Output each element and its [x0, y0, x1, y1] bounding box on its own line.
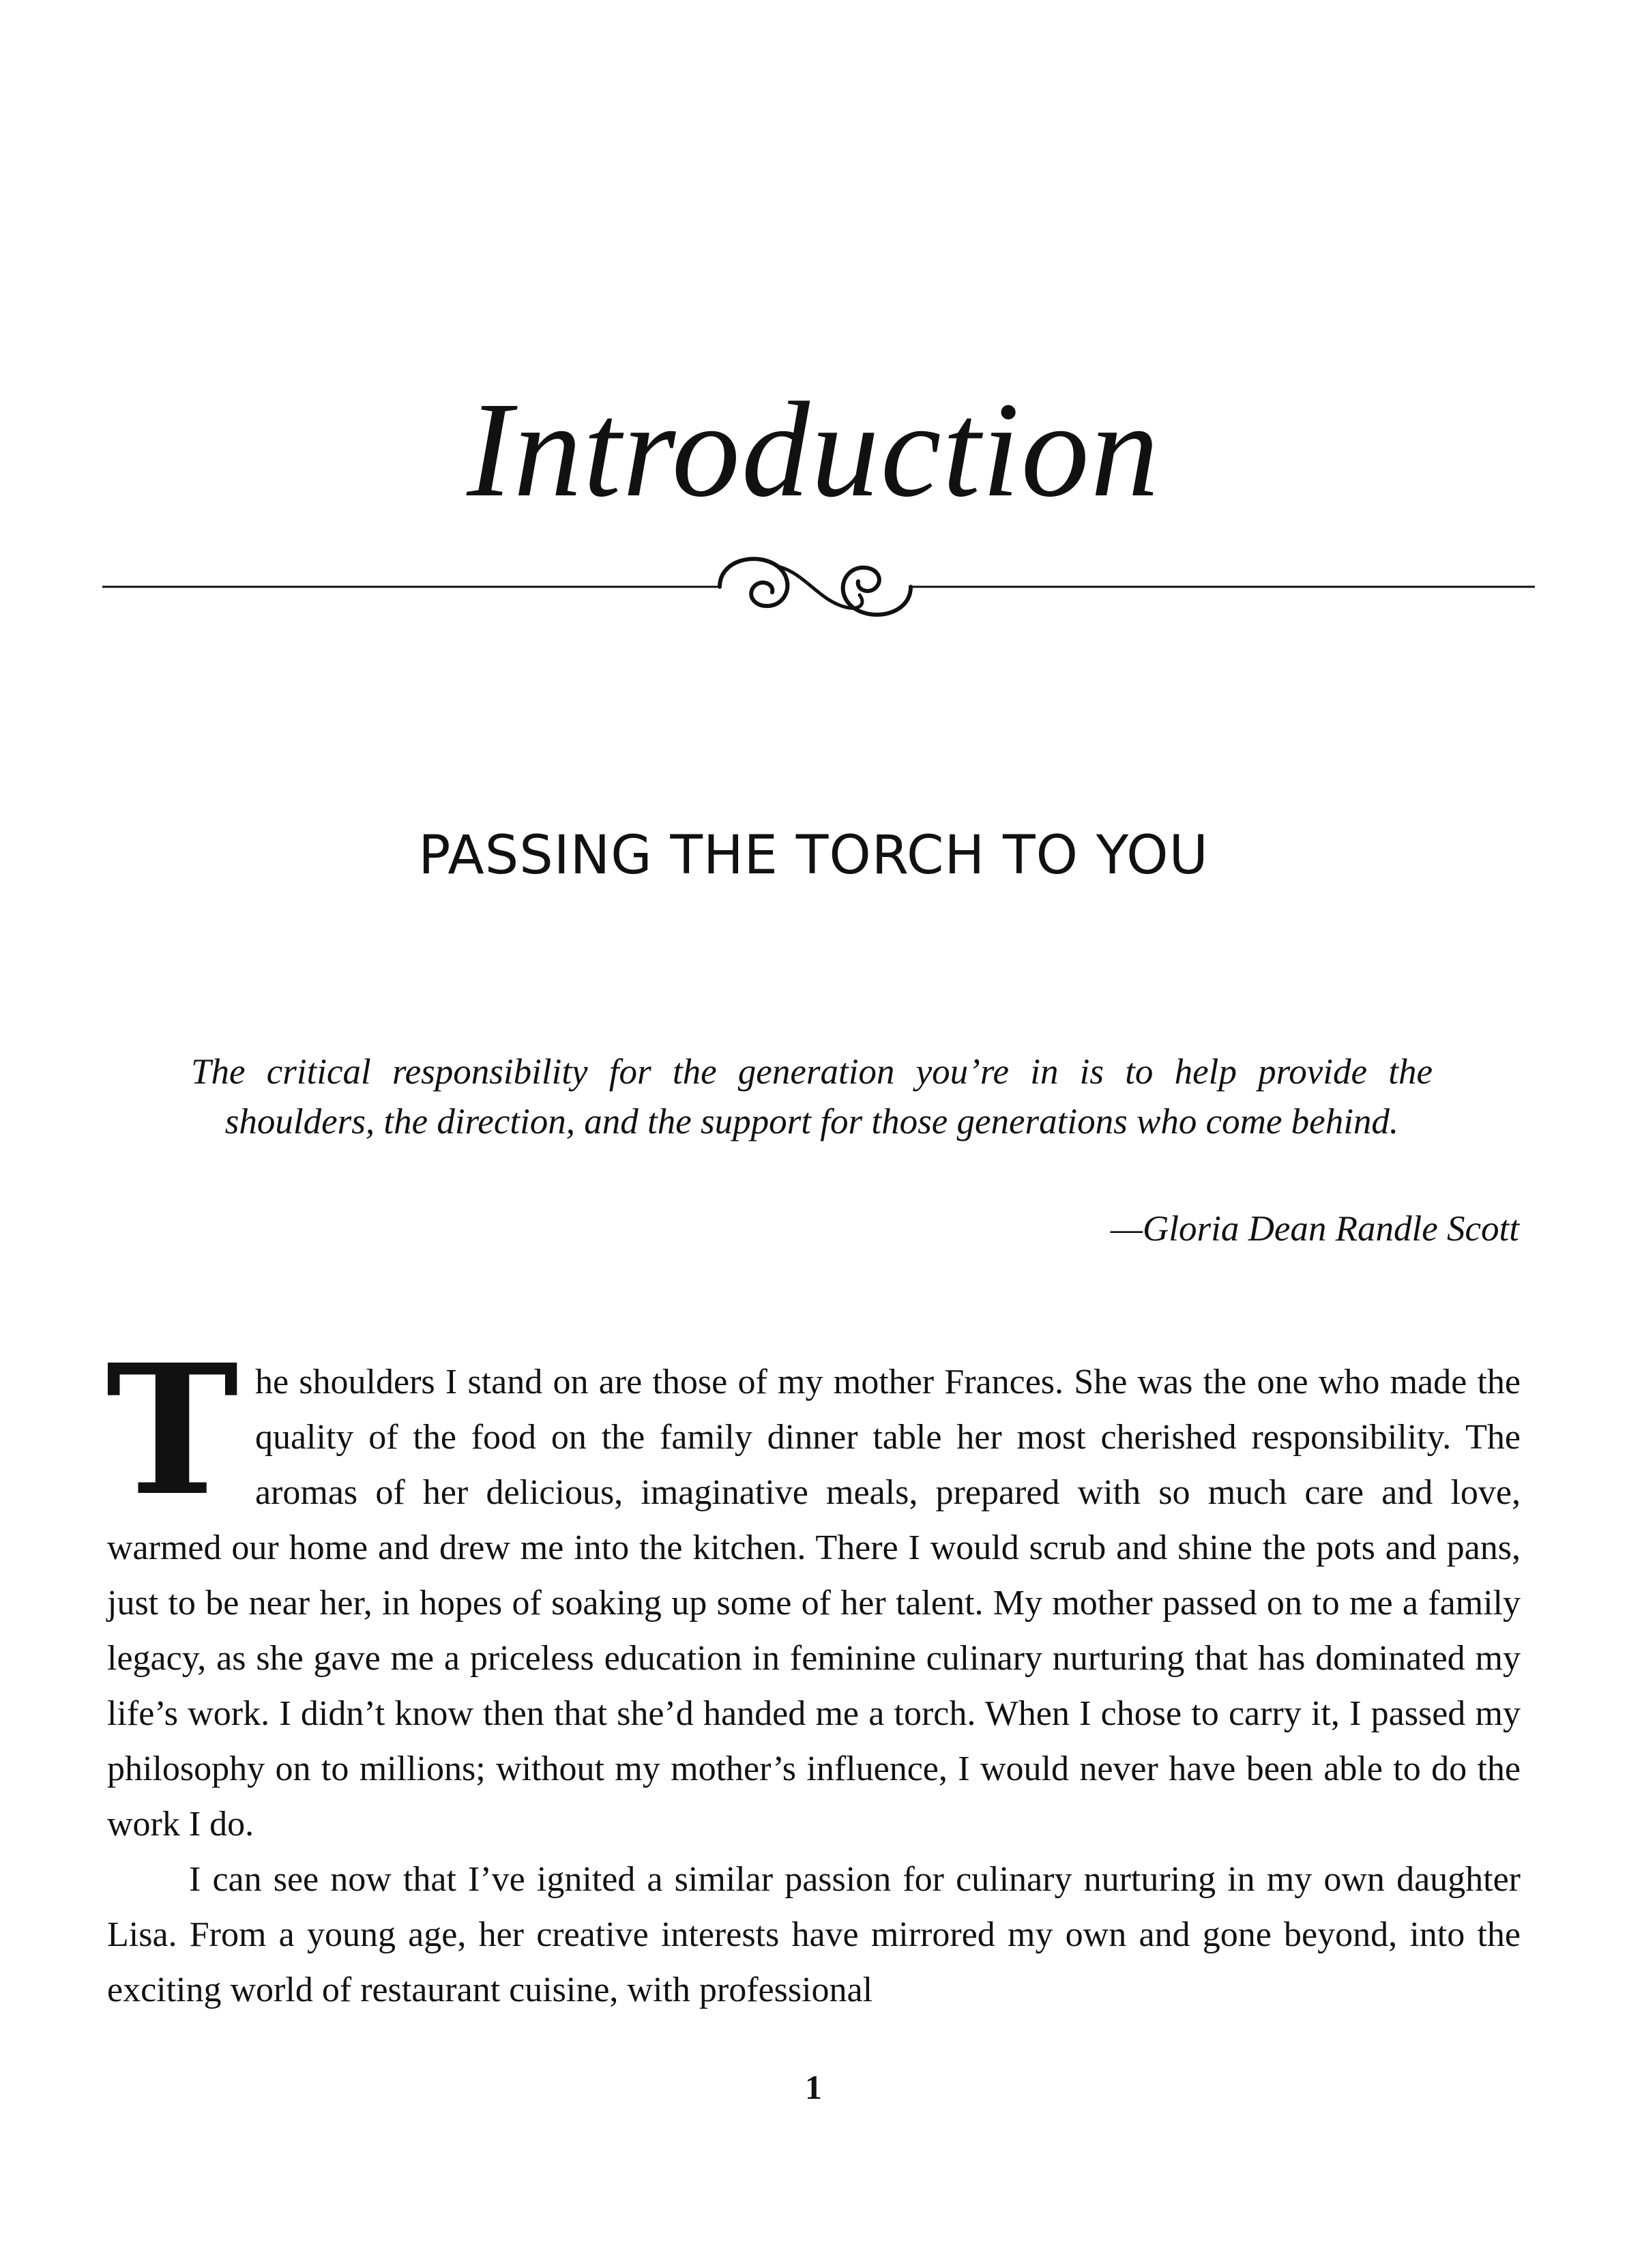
- section-title: PASSING THE TORCH TO YOU: [418, 825, 1209, 886]
- paragraph-1: [106, 1325, 1521, 1852]
- epigraph-quote: The critical responsibility for the generation you’re in is to help provide the shoulders, the direction, and the support for those generations who come behind.: [191, 1052, 1433, 1142]
- scroll-flourish-icon: [102, 546, 1535, 628]
- paragraph-1-text: he shoulders I stand on are those of my mother Frances. She was the one who made the quality of the food on the family dinner table her most cherished responsibility. The aromas of her delicious, imaginative meals, prepared with so much care and love, warmed our home and drew me into the kitchen. There I would scrub and shine the pots and pans, just to be near her, in hopes of soaking up some of her talent. My mother passed on to me a family legacy, as she gave me a priceless education in feminine culinary nurturing that has dominated my life’s work. I didn’t know then that she’d handed me a torch. When I chose to carry it, I passed my philosophy on to millions; without my mother’s influence, I would never have been able to do the work I do.: [107, 1363, 1521, 1844]
- epigraph-source: —Gloria Dean Randle Scott: [1110, 1209, 1519, 1249]
- page-number: 1: [805, 2068, 822, 2106]
- chapter-title: Introduction: [467, 375, 1160, 525]
- body-text: [106, 1325, 1521, 2018]
- paragraph-2: I can see now that I’ve ignited a similar passion for culinary nurturing in my own daughter Lisa. From a young age, her creative interests have mirrored my own and gone beyond, into the exciting world of restaurant cuisine, with professional: [107, 1860, 1521, 2009]
- drop-cap: T: [106, 1325, 239, 1535]
